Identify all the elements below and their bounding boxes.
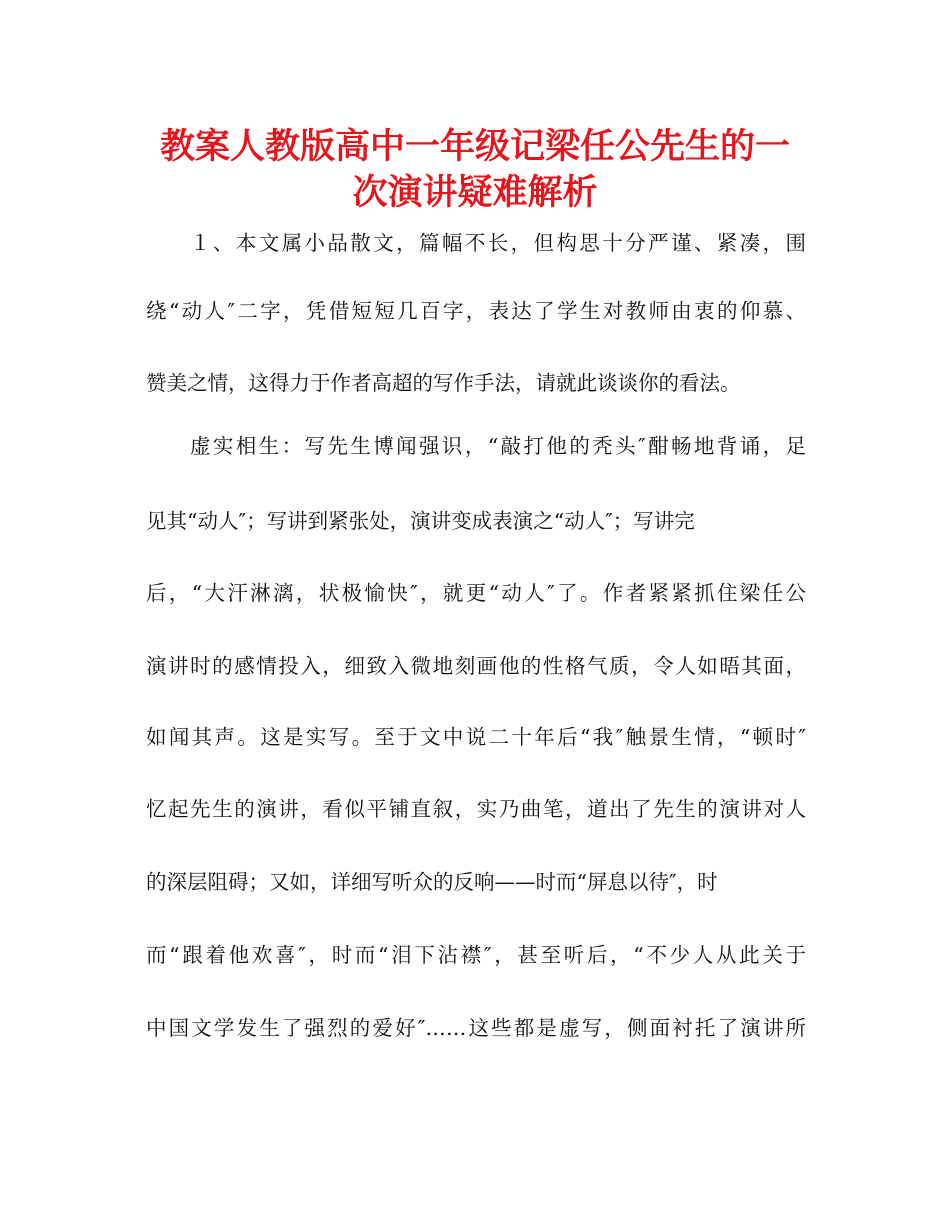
paragraph-line: 的深层阻碍；又如，详细写听众的反响——时而“屏息以待″，时	[146, 870, 718, 894]
paragraph-line: 而“跟着他欢喜″，时而“泪下沾襟″，甚至听后，“不少人从此关于	[146, 943, 806, 967]
paragraph-line: 虚实相生：写先生博闻强识，“敲打他的秃头″酣畅地背诵，足	[190, 434, 806, 458]
paragraph-line: 赞美之情，这得力于作者高超的写作手法，请就此谈谈你的看法。	[146, 371, 741, 395]
paragraph-line: 如闻其声。这是实写。至于文中说二十年后“我″触景生情，“顿时″	[146, 725, 806, 749]
paragraph-line: １、本文属小品散文，篇幅不长，但构思十分严谨、紧凑，围	[190, 231, 806, 255]
paragraph-line: 后，“大汗淋漓，状极愉快″，就更“动人″了。作者紧紧抓住梁任公	[146, 581, 806, 605]
paragraph-line: 见其“动人″；写讲到紧张处，演讲变成表演之“动人″；写讲完	[146, 509, 695, 533]
paragraph-line: 绕“动人″二字，凭借短短几百字，表达了学生对教师由衷的仰慕、	[146, 299, 806, 323]
paragraph-line: 演讲时的感情投入，细致入微地刻画他的性格气质，令人如晤其面，	[146, 654, 806, 678]
paragraph-line: 忆起先生的演讲，看似平铺直叙，实乃曲笔，道出了先生的演讲对人	[146, 797, 806, 821]
paragraph-line: 中国文学发生了强烈的爱好″……这些都是虚写，侧面衬托了演讲所	[146, 1016, 806, 1040]
document-title-line-1: 教案人教版高中一年级记梁任公先生的一	[159, 127, 790, 167]
document-title-line-2: 次演讲疑难解析	[352, 173, 598, 213]
